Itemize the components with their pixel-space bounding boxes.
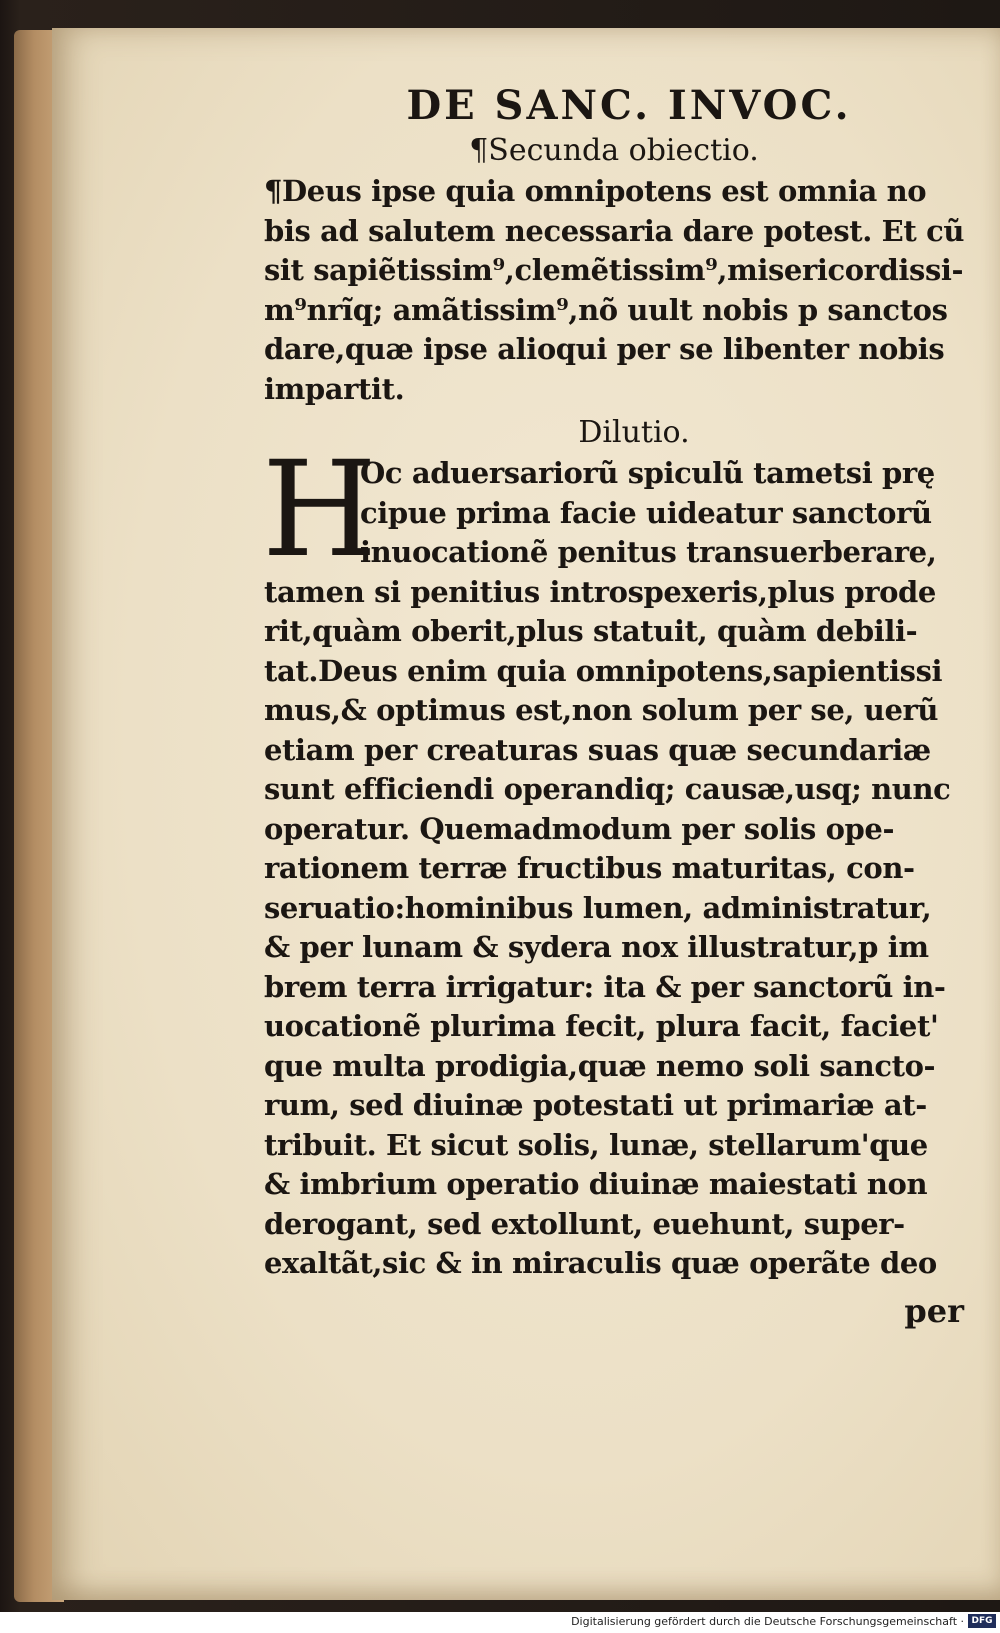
response-heading: Dilutio. bbox=[578, 415, 690, 450]
running-head: DE SANC. INVOC. bbox=[406, 82, 852, 129]
text-line: sunt efficiendi operandiq; causæ,usq; nunc bbox=[264, 772, 951, 806]
text-line: rationem terræ fructibus maturitas, con- bbox=[264, 851, 915, 885]
text-line: derogant, sed extollunt, euehunt, super- bbox=[264, 1206, 905, 1241]
text-line: tribuit. Et sicut solis, lunæ, stellarum'que bbox=[264, 1127, 928, 1162]
text-line: bis ad salutem necessaria dare potest. Et cũ bbox=[264, 213, 964, 248]
text-line: tamen si penitius introspexeris,plus prode bbox=[264, 574, 936, 609]
text-line: inuocationẽ penitus transuerberare, bbox=[360, 535, 937, 569]
text-line: m⁹nrĩq; amãtissim⁹,nõ uult nobis p sanctos bbox=[264, 292, 948, 327]
text-line: & per lunam & sydera nox illustratur,p im bbox=[264, 930, 929, 964]
text-line: impartit. bbox=[264, 371, 405, 406]
text-line: mus,& optimus est,non solum per se, uerũ bbox=[264, 693, 939, 727]
text-line: Oc aduersariorũ spiculũ tametsi prę bbox=[360, 456, 935, 490]
text-line: operatur. Quemadmodum per solis ope- bbox=[264, 811, 895, 846]
objection-heading: ¶Secunda obiectio. bbox=[469, 133, 759, 168]
dfg-logo: DFG bbox=[968, 1614, 996, 1628]
drop-capital: H bbox=[262, 433, 378, 587]
text-line: rum, sed diuinæ potestati ut primariæ at- bbox=[264, 1088, 927, 1122]
text-line: etiam per creaturas suas quæ secundariæ bbox=[264, 732, 931, 767]
text-line: tat.Deus enim quia omnipotens,sapientissi bbox=[264, 653, 943, 688]
text-line: rit,quàm oberit,plus statuit, quàm debili- bbox=[264, 614, 918, 648]
response-paragraph bbox=[262, 433, 964, 1284]
objection-paragraph bbox=[264, 172, 964, 409]
book-page bbox=[52, 28, 1000, 1600]
text-line: sit sapiẽtissim⁹,clemẽtissim⁹,misericordissi- bbox=[264, 253, 964, 287]
text-line: & imbrium operatio diuinæ maiestati non bbox=[264, 1167, 928, 1201]
text-line: uocationẽ plurima fecit, plura facit, faciet' bbox=[264, 1009, 939, 1043]
text-line: dare,quæ ipse alioqui per se libenter nobis bbox=[264, 332, 945, 366]
text-line: brem terra irrigatur: ita & per sanctorũ in- bbox=[264, 969, 946, 1004]
text-line: ¶Deus ipse quia omnipotens est omnia no bbox=[264, 174, 927, 208]
catchword: per bbox=[904, 1291, 964, 1330]
text-line: cipue prima facie uideatur sanctorũ bbox=[360, 495, 932, 530]
text-block bbox=[264, 68, 964, 1330]
text-line: seruatio:hominibus lumen, administratur, bbox=[264, 890, 932, 925]
footer-credit: Digitalisierung gefördert durch die Deutsche Forschungsgemeinschaft · bbox=[571, 1615, 964, 1628]
text-line: exaltãt,sic & in miraculis quæ operãte deo bbox=[264, 1246, 937, 1280]
text-line: que multa prodigia,quæ nemo soli sancto- bbox=[264, 1048, 936, 1083]
